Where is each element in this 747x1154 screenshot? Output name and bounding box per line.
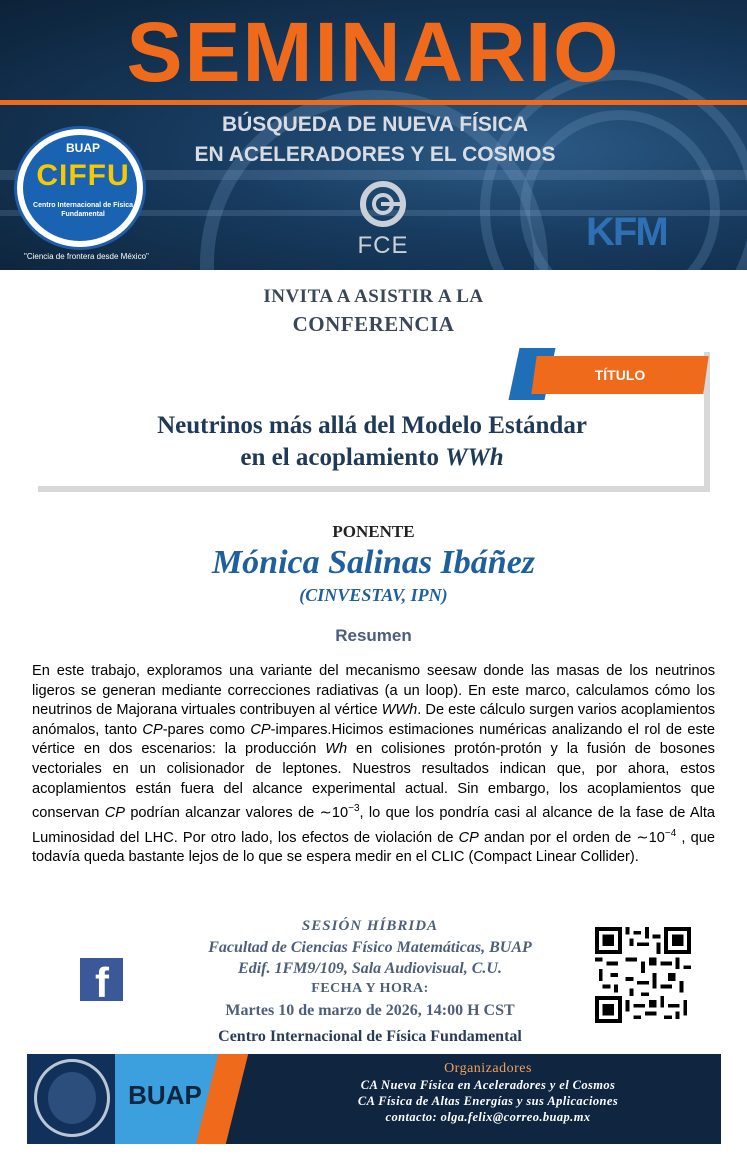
session-venue-1: Facultad de Ciencias Físico Matemáticas, BUAP — [208, 939, 532, 956]
header-divider — [0, 100, 747, 105]
title-tab-label: TÍTULO — [594, 367, 646, 383]
university-seal-inner — [48, 1072, 96, 1124]
talk-title-line-2 — [40, 442, 704, 474]
seminar-subtitle — [150, 110, 600, 170]
cifu-logo-name: CIFFU — [36, 159, 130, 192]
speaker-label: PONENTE — [332, 522, 415, 541]
cifu-tagline: "Ciencia de frontera desde México" — [24, 252, 149, 261]
session-venue-2: Edif. 1FM9/109, Sala Audiovisual, C.U. — [238, 960, 502, 977]
qr-code-icon[interactable] — [595, 927, 691, 1023]
subtitle-line-1: BÚSQUEDA DE NUEVA FÍSICA — [221, 113, 529, 136]
cifu-logo-subtitle: Centro Internacional de Física Fundamental — [33, 202, 133, 218]
speaker-affiliation: (CINVESTAV, IPN) — [299, 585, 448, 605]
cifu-logo — [14, 126, 146, 250]
speaker-name: Mónica Salinas Ibáñez — [211, 544, 536, 581]
session-info — [180, 915, 560, 1051]
facebook-icon[interactable]: f — [80, 958, 123, 1001]
contact-email[interactable]: contacto: olga.felix@correo.buap.mx — [385, 1110, 591, 1124]
organizer-2: CA Física de Altas Energías y sus Aplicaciones — [357, 1094, 619, 1108]
organizers-block — [260, 1060, 716, 1125]
session-mode: SESIÓN HÍBRIDA — [301, 918, 439, 934]
talk-title-emphasis: WWh — [445, 444, 504, 471]
cifu-logo-buap: BUAP — [65, 141, 100, 155]
abstract-text: En este trabajo, exploramos una variante del mecanismo seesaw donde las masas de los neutrinos ligeros se generan mediante correcciones radiativas (a un loop). En este marco, calculamos cómo los neutrinos de Majorana virtuales contribuyen al vértice WWh. De este cálculo surgen varios acoplamientos anómalos, tanto CP-pares como CP-impares.Hicimos estimaciones numéricas analizando el rol de este vértice en dos escenarios: la producción Wh en colisiones protón-protón y la fusión de bosones vectoriales en un colisionador de leptones. Nuestros resultados indican que, por ahora, estos acoplamientos están fuera del alcance experimental actual. Sin embargo, los acoplamientos que conservan CP podrían alcanzar valores de $\sim 10^{-3}$, lo que los pondría casi al alcance de la fase de Alta Luminosidad del LHC. Por otro lado, los efectos de violación de CP andan por el orden de $\sim 10^{-4}$ , que todavía queda bastante lejos de lo que se espera medir en el CLIC (Compact Linear Collider). — [32, 663, 716, 866]
organizer-1: CA Nueva Física en Aceleradores y el Cosmos — [360, 1078, 616, 1092]
abstract-heading: Resumen — [335, 626, 412, 645]
invitation-line-1: INVITA A ASISTIR A LA — [263, 286, 484, 307]
fce-logo-text: FCE — [357, 232, 409, 259]
seminar-heading: SEMINARIO — [126, 5, 621, 99]
session-datetime-label: FECHA Y HORA: — [311, 981, 429, 996]
kfm-logo: KFM — [586, 210, 667, 254]
buap-logo: BUAP — [128, 1080, 202, 1110]
organizers-heading: Organizadores — [444, 1061, 532, 1076]
session-center: Centro Internacional de Física Fundamental — [218, 1028, 522, 1045]
talk-title — [40, 410, 704, 474]
talk-title-line-1: Neutrinos más allá del Modelo Estándar — [157, 412, 587, 439]
talk-title-line-2-text: en el acoplamiento — [240, 444, 446, 471]
invitation-line-2: CONFERENCIA — [292, 312, 455, 336]
session-datetime: Martes 10 de marzo de 2026, 14:00 H CST — [225, 1002, 515, 1019]
subtitle-line-2: EN ACELERADORES Y EL COSMOS — [194, 143, 556, 166]
